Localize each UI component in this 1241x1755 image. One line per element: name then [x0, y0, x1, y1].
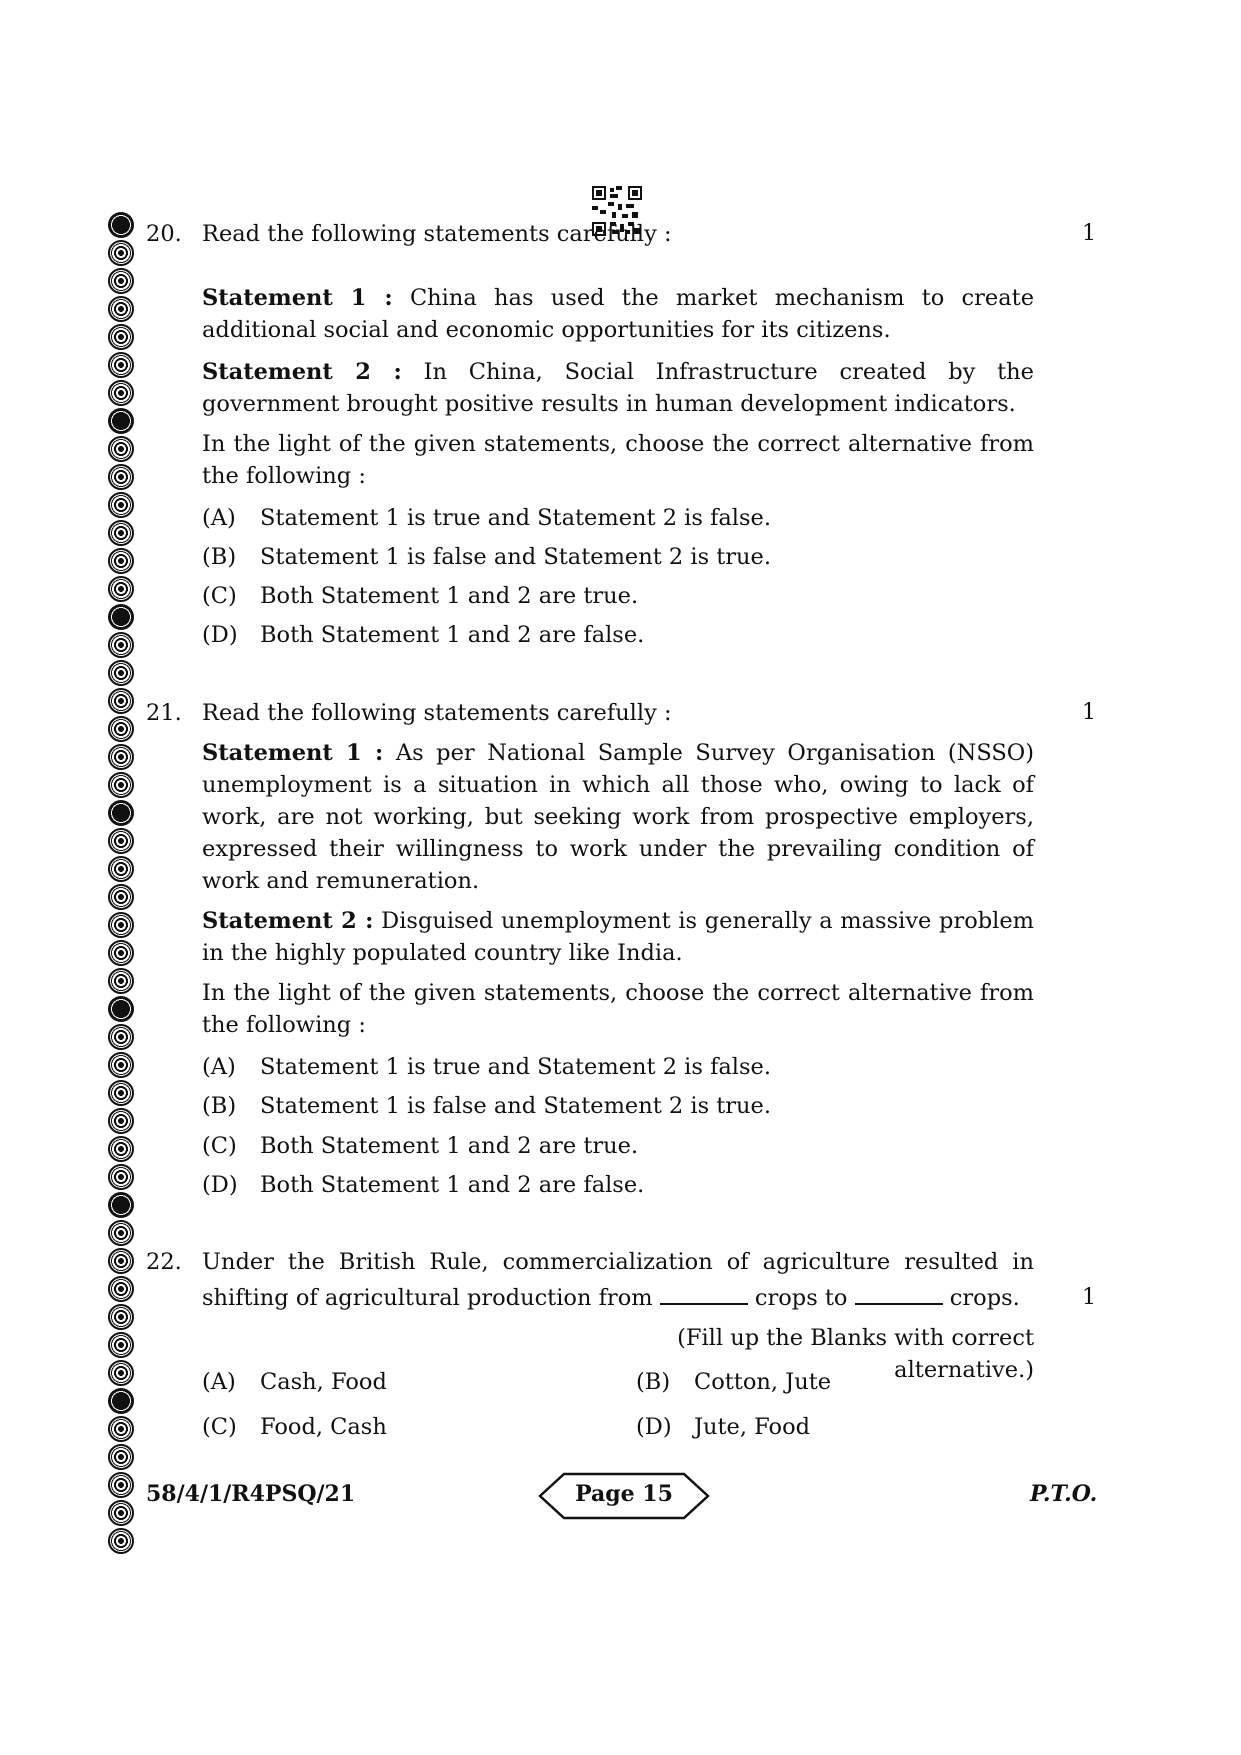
statement-1 [202, 282, 1034, 346]
statement-2 [202, 356, 1034, 420]
option-text: Jute, Food [694, 1414, 811, 1440]
option-label: (A) [202, 1369, 236, 1395]
concentric-circle-icon [108, 1276, 134, 1302]
concentric-circle-icon [108, 688, 134, 714]
fill-blank-hint: (Fill up the Blanks with correct alternative.) [677, 1325, 1034, 1383]
concentric-circle-icon [108, 1332, 134, 1358]
statement-label: Statement 1 : [202, 285, 393, 311]
concentric-circle-icon [108, 268, 134, 294]
concentric-circle-icon [108, 1164, 134, 1190]
concentric-circle-icon [108, 352, 134, 378]
option-label: (B) [636, 1369, 671, 1395]
option-d[interactable] [202, 1169, 644, 1201]
option-text: Statement 1 is false and Statement 2 is true. [260, 1093, 772, 1119]
concentric-circle-icon [108, 436, 134, 462]
option-b[interactable] [636, 1366, 831, 1398]
filled-circle-icon [108, 212, 134, 238]
concentric-circle-icon [108, 324, 134, 350]
option-label: (D) [202, 1172, 238, 1198]
concentric-circle-icon [108, 1052, 134, 1078]
question-instruction: In the light of the given statements, choose the correct alternative from the following : [202, 431, 1034, 489]
concentric-circle-icon [108, 464, 134, 490]
concentric-circle-icon [108, 1304, 134, 1330]
stem-text: crops to [754, 1285, 848, 1311]
option-text: Statement 1 is true and Statement 2 is false. [260, 505, 772, 531]
option-text: Cash, Food [260, 1369, 387, 1395]
option-text: Statement 1 is true and Statement 2 is false. [260, 1054, 772, 1080]
concentric-circle-icon [108, 492, 134, 518]
option-a[interactable] [202, 1051, 771, 1083]
concentric-circle-icon [108, 912, 134, 938]
option-c[interactable] [202, 580, 638, 612]
option-b[interactable] [202, 541, 771, 573]
concentric-circle-icon [108, 240, 134, 266]
option-a[interactable] [202, 1366, 387, 1398]
fill-blank[interactable] [660, 1285, 748, 1305]
concentric-circle-icon [108, 884, 134, 910]
concentric-circle-icon [108, 1444, 134, 1470]
concentric-circle-icon [108, 1248, 134, 1274]
statement-label: Statement 2 : [202, 359, 402, 385]
question-stem-line-2 [202, 1282, 1032, 1314]
statement-text: Disguised unemployment is generally a massive problem in the highly populated country like India. [202, 908, 1035, 966]
option-label: (B) [202, 544, 237, 570]
option-c[interactable] [202, 1130, 638, 1162]
fill-blank[interactable] [855, 1285, 943, 1305]
statement-1 [202, 737, 1034, 897]
option-label: (A) [202, 1054, 236, 1080]
concentric-circle-icon [108, 660, 134, 686]
concentric-circle-icon [108, 716, 134, 742]
question-number: 22. [146, 1249, 182, 1275]
question-number: 21. [146, 700, 182, 726]
concentric-circle-icon [108, 632, 134, 658]
option-label: (C) [202, 1414, 237, 1440]
concentric-circle-icon [108, 940, 134, 966]
concentric-circle-icon [108, 548, 134, 574]
filled-circle-icon [108, 1388, 134, 1414]
option-b[interactable] [202, 1090, 771, 1122]
filled-circle-icon [108, 1192, 134, 1218]
question-marks: 1 [1082, 1285, 1096, 1310]
option-label: (C) [202, 1133, 237, 1159]
binding-rail [108, 212, 138, 1556]
filled-circle-icon [108, 996, 134, 1022]
option-text: Both Statement 1 and 2 are true. [260, 1133, 639, 1159]
statement-label: Statement 1 : [202, 740, 384, 766]
option-label: (D) [202, 622, 238, 648]
concentric-circle-icon [108, 828, 134, 854]
pto-label: P.T.O. [1030, 1481, 1098, 1507]
filled-circle-icon [108, 408, 134, 434]
concentric-circle-icon [108, 1360, 134, 1386]
option-d[interactable] [636, 1411, 810, 1443]
concentric-circle-icon [108, 380, 134, 406]
option-label: (B) [202, 1093, 237, 1119]
concentric-circle-icon [108, 1472, 134, 1498]
concentric-circle-icon [108, 772, 134, 798]
concentric-circle-icon [108, 1024, 134, 1050]
option-label: (D) [636, 1414, 672, 1440]
option-c[interactable] [202, 1411, 387, 1443]
statement-text: China has used the market mechanism to create additional social and economic opportunities for its citizens. [202, 285, 1035, 343]
concentric-circle-icon [108, 520, 134, 546]
option-a[interactable] [202, 502, 771, 534]
option-text: Food, Cash [260, 1414, 387, 1440]
stem-text: crops. [949, 1285, 1020, 1311]
concentric-circle-icon [108, 1220, 134, 1246]
concentric-circle-icon [108, 968, 134, 994]
concentric-circle-icon [108, 296, 134, 322]
stem-text: shifting of agricultural production from [202, 1285, 653, 1311]
question-number: 20. [146, 221, 182, 247]
question-marks: 1 [1082, 700, 1096, 725]
option-text: Both Statement 1 and 2 are true. [260, 583, 639, 609]
filled-circle-icon [108, 604, 134, 630]
statement-text: In China, Social Infrastructure created by the government brought positive results in human development indicators. [202, 359, 1034, 417]
question-marks: 1 [1082, 221, 1096, 246]
concentric-circle-icon [108, 1528, 134, 1554]
statement-2 [202, 905, 1034, 969]
concentric-circle-icon [108, 1108, 134, 1134]
option-label: (C) [202, 583, 237, 609]
option-text: Both Statement 1 and 2 are false. [260, 1172, 645, 1198]
concentric-circle-icon [108, 1500, 134, 1526]
option-text: Cotton, Jute [694, 1369, 832, 1395]
concentric-circle-icon [108, 856, 134, 882]
concentric-circle-icon [108, 1080, 134, 1106]
question-stem: Read the following statements carefully : [202, 221, 672, 247]
statement-label: Statement 2 : [202, 908, 374, 934]
page-number: Page 15 [575, 1481, 673, 1507]
question-instruction: In the light of the given statements, choose the correct alternative from the following : [202, 980, 1034, 1038]
option-d[interactable] [202, 619, 644, 651]
option-text: Both Statement 1 and 2 are false. [260, 622, 645, 648]
concentric-circle-icon [108, 744, 134, 770]
concentric-circle-icon [108, 576, 134, 602]
concentric-circle-icon [108, 1416, 134, 1442]
question-stem-line-1: Under the British Rule, commercialization of agriculture resulted in [202, 1249, 1034, 1275]
paper-code: 58/4/1/R4PSQ/21 [146, 1481, 356, 1507]
statement-text: As per National Sample Survey Organisation (NSSO) unemployment is a situation in which all those who, owing to lack of work, are not working, but seeking work from prospective employers, expressed their willingness to work under the prevailing condition of work and remuneration. [202, 740, 1034, 894]
filled-circle-icon [108, 800, 134, 826]
option-label: (A) [202, 505, 236, 531]
option-text: Statement 1 is false and Statement 2 is true. [260, 544, 772, 570]
concentric-circle-icon [108, 1136, 134, 1162]
question-stem: Read the following statements carefully : [202, 700, 672, 726]
